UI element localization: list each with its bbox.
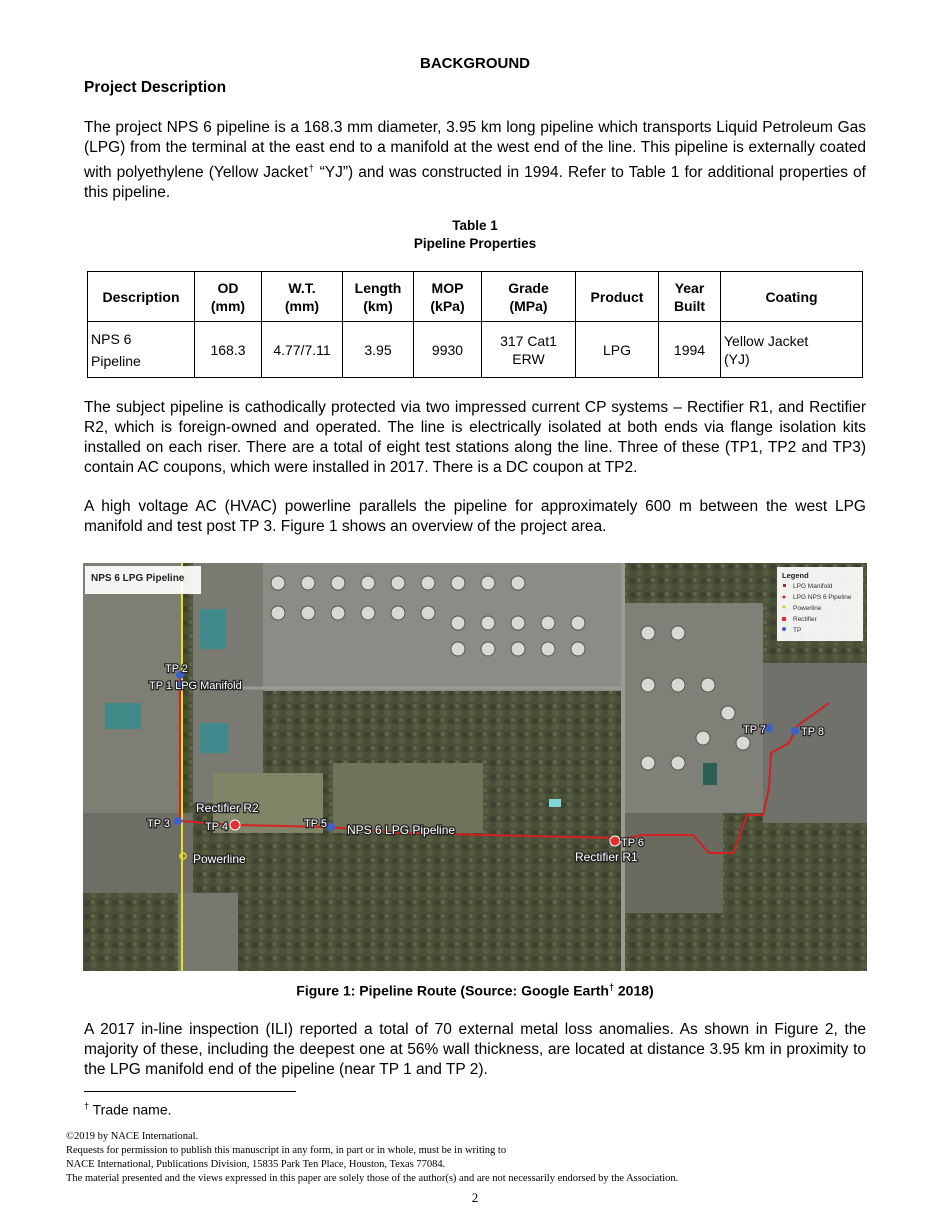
residential-east bbox=[763, 663, 867, 823]
legend-item: LPG Manifold bbox=[793, 583, 833, 590]
map-graphic bbox=[83, 563, 867, 971]
cell-mop: 9930 bbox=[414, 322, 482, 378]
label-tp2: TP 2 bbox=[165, 663, 189, 675]
cell-description: NPS 6 Pipeline bbox=[88, 322, 195, 378]
cell-length: 3.95 bbox=[343, 322, 414, 378]
label-pipeline: NPS 6 LPG Pipeline bbox=[347, 823, 456, 837]
header-wt: W.T. (mm) bbox=[262, 272, 343, 322]
label-tp3: TP 3 bbox=[147, 818, 171, 830]
page-number: 2 bbox=[471, 1190, 479, 1205]
tp-marker bbox=[327, 823, 335, 831]
header-mop: MOP (kPa) bbox=[414, 272, 482, 322]
tp-marker bbox=[791, 727, 799, 735]
dagger-mark: † bbox=[608, 982, 614, 992]
paragraph-text: “YJ”) and was constructed in 1994. Refer to Table 1 for additional properties of this pipeline. bbox=[84, 164, 866, 202]
cell-od: 168.3 bbox=[195, 322, 262, 378]
rectifier-area bbox=[623, 813, 723, 913]
figure-caption-text: 2018) bbox=[614, 982, 654, 999]
pond bbox=[703, 763, 717, 785]
paragraph-powerline: A high voltage AC (HVAC) powerline parallels the pipeline for approximately 600 m between the west LPG manifold and test post TP 3. Figure 1 shows an overview of the project area. bbox=[84, 498, 866, 535]
legal-line: NACE International, Publications Division, 15835 Park Ten Place, Houston, Texas 77084. bbox=[66, 1159, 446, 1170]
figure-caption-text: Figure 1: Pipeline Route (Source: Google Earth bbox=[296, 982, 609, 999]
label-tp4: TP 4 bbox=[205, 821, 229, 833]
legal-line: Requests for permission to publish this manuscript in any form, in part or in whole, must be in writing to bbox=[66, 1145, 507, 1156]
table-caption bbox=[0, 217, 950, 253]
section-title: BACKGROUND bbox=[420, 55, 530, 72]
figure-caption bbox=[0, 982, 950, 999]
rectifier-marker bbox=[610, 836, 620, 846]
rectifier-marker bbox=[230, 820, 240, 830]
label-tp7: TP 7 bbox=[743, 724, 767, 736]
table-caption-number: Table 1 bbox=[452, 218, 498, 233]
pond bbox=[200, 723, 228, 753]
legend-item: TP bbox=[793, 627, 802, 634]
legend-item: Powerline bbox=[793, 605, 822, 612]
label-rectifier-r1: Rectifier R1 bbox=[575, 850, 638, 864]
label-rectifier-r2: Rectifier R2 bbox=[196, 801, 259, 815]
header-description: Description bbox=[88, 272, 195, 322]
header-length: Length (km) bbox=[343, 272, 414, 322]
subsection-title: Project Description bbox=[84, 79, 227, 96]
table-header-row bbox=[88, 272, 863, 322]
legend-item: Rectifier bbox=[793, 616, 817, 623]
footnote bbox=[84, 1101, 172, 1118]
pipeline-properties-table bbox=[87, 271, 863, 378]
label-powerline: Powerline bbox=[193, 852, 246, 866]
paragraph-text: The project NPS 6 pipeline is a 168.3 mm diameter, 3.95 km long pipeline which transports Liquid Petroleum Gas (LPG) from the terminal at the east end to a manifold at the west end of the line. This pipeline is externally coated with polyethylene (Yellow Jacket bbox=[84, 119, 866, 182]
industrial-southwest bbox=[178, 893, 238, 971]
paragraph-cathodic-protection: The subject pipeline is cathodically protected via two impressed current CP systems – Rectifier R1, and Rectifier R2, which is foreign-owned and operated. The line is electrically isolated at both ends via flange isolation kits installed on each riser. There are a total of eight test stations along the line. Three of these (TP1, TP2 and TP3) contain AC coupons, which were installed in 2017. There is a DC coupon at TP2. bbox=[84, 399, 866, 476]
legend-item: LPG NPS 6 Pipeline bbox=[793, 594, 852, 601]
pond bbox=[105, 703, 141, 729]
pipeline-route-map bbox=[83, 563, 867, 971]
table-caption-title: Pipeline Properties bbox=[413, 236, 537, 251]
dagger-mark: † bbox=[308, 163, 315, 173]
footnote-divider bbox=[84, 1091, 296, 1092]
header-coating: Coating bbox=[721, 272, 863, 322]
label-tp5: TP 5 bbox=[304, 818, 328, 830]
cell-wt: 4.77/7.11 bbox=[262, 322, 343, 378]
map-legend bbox=[777, 567, 863, 641]
legal-line: The material presented and the views expressed in this paper are solely those of the author(s) and are not necessarily endorsed by the Association. bbox=[66, 1173, 679, 1184]
cell-product: LPG bbox=[576, 322, 659, 378]
table-row bbox=[88, 322, 863, 378]
cell-year: 1994 bbox=[659, 322, 721, 378]
label-tp1-manifold: TP 1 LPG Manifold bbox=[149, 680, 242, 692]
pond bbox=[200, 609, 226, 649]
label-tp8: TP 8 bbox=[801, 726, 825, 738]
footnote-text: Trade name. bbox=[89, 1101, 172, 1118]
map-title: NPS 6 LPG Pipeline bbox=[91, 573, 185, 584]
header-year-built: Year Built bbox=[659, 272, 721, 322]
cell-grade: 317 Cat1 ERW bbox=[482, 322, 576, 378]
copyright-notice bbox=[66, 1130, 678, 1186]
legal-line: ©2019 by NACE International. bbox=[66, 1131, 199, 1142]
rail-yard bbox=[83, 813, 193, 893]
header-od: OD (mm) bbox=[195, 272, 262, 322]
tp-marker bbox=[765, 724, 773, 732]
paragraph-ili: A 2017 in-line inspection (ILI) reported a total of 70 external metal loss anomalies. As shown in Figure 2, the majority of these, including the deepest one at 56% wall thickness, are located at distance 3.95 km in proximity to the LPG manifold end of the pipeline (near TP 1 and TP 2). bbox=[84, 1021, 866, 1078]
dagger-mark: † bbox=[84, 1101, 90, 1111]
tp-marker bbox=[174, 817, 182, 825]
cell-coating: Yellow Jacket (YJ) bbox=[721, 322, 863, 378]
label-tp6: TP 6 bbox=[621, 837, 645, 849]
header-grade: Grade (MPa) bbox=[482, 272, 576, 322]
header-product: Product bbox=[576, 272, 659, 322]
legend-title: Legend bbox=[782, 571, 809, 580]
paragraph-project-description bbox=[84, 118, 866, 203]
pool bbox=[549, 799, 561, 807]
